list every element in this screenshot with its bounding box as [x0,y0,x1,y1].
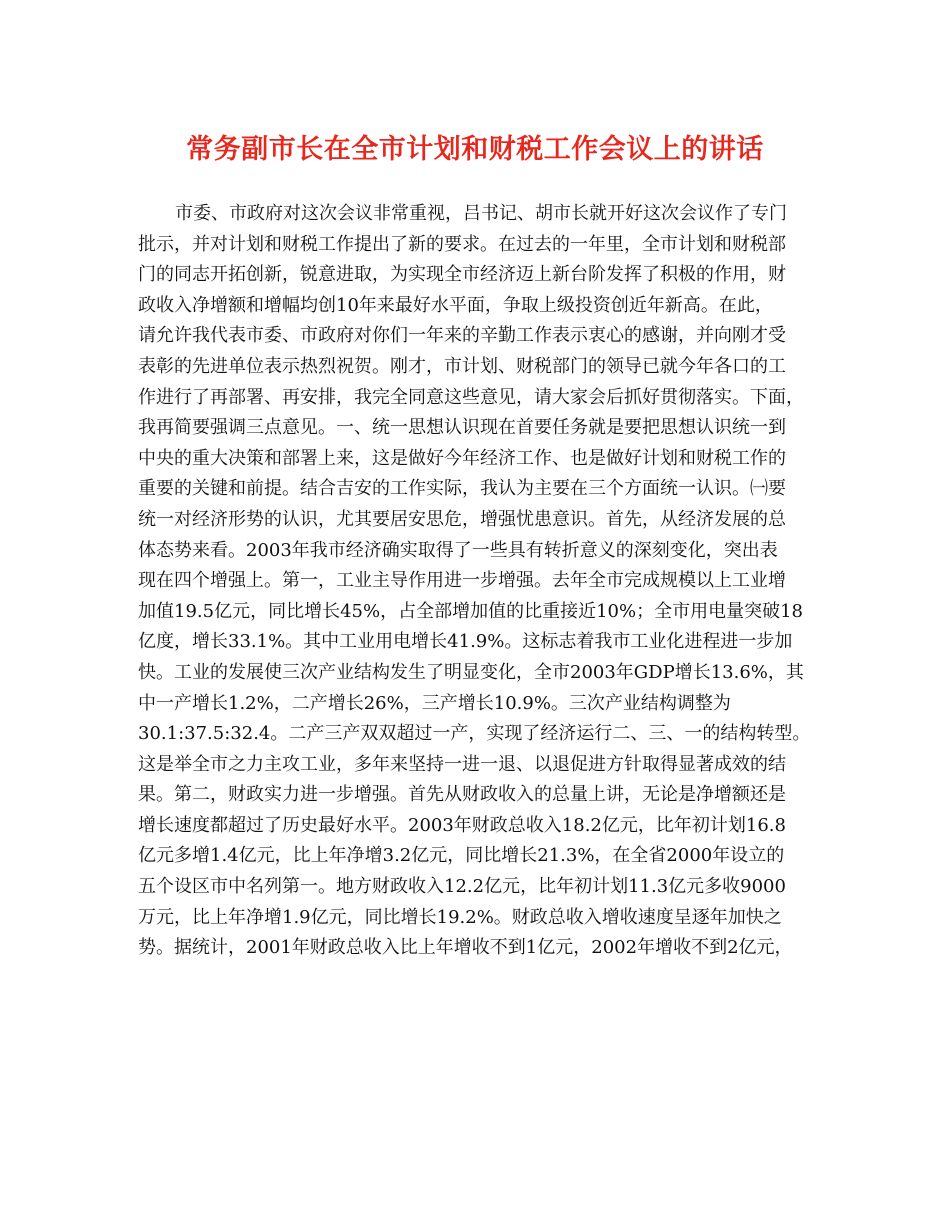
body-line: 五个设区市中名列第一。地方财政收入12.2亿元，比年初计划11.3亿元多收9000 [138,876,786,898]
body-line: 中一产增长1.2%，二产增长26%，三产增长10.9%。三次产业结构调整为 [138,692,731,714]
body-line: 亿元多增1.4亿元，比上年净增3.2亿元，同比增长21.3%，在全省2000年设立的 [138,845,785,867]
body-line: 批示，并对计划和财税工作提出了新的要求。在过去的一年里，全市计划和财税部 [138,233,786,255]
body-line: 万元，比上年净增1.9亿元，同比增长19.2%。财政总收入增收速度呈逐年加快之 [138,906,782,928]
body-line: 增长速度都超过了历史最好水平。2003年财政总收入18.2亿元，比年初计划16.8 [138,814,786,836]
document-title: 常务副市长在全市计划和财税工作会议上的讲话 [186,134,764,165]
body-line: 体态势来看。2003年我市经济确实取得了一些具有转折意义的深刻变化，突出表 [138,539,778,561]
body-line: 重要的关键和前提。结合吉安的工作实际，我认为主要在三个方面统一认识。㈠要 [138,478,786,500]
body-line: 我再简要强调三点意见。一、统一思想认识现在首要任务就是要把思想认识统一到 [138,417,786,439]
body-line: 现在四个增强上。第一，工业主导作用进一步增强。去年全市完成规模以上工业增 [138,570,786,592]
body-line: 请允许我代表市委、市政府对你们一年来的辛勤工作表示衷心的感谢，并向刚才受 [138,325,786,347]
body-line: 势。据统计，2001年财政总收入比上年增收不到1亿元，2002年增收不到2亿元， [138,937,793,959]
body-line: 表彰的先进单位表示热烈祝贺。刚才，市计划、财税部门的领导已就今年各口的工 [138,355,786,377]
body-line: 30.1:37.5:32.4。二产三产双双超过一产，实现了经济运行二、三、一的结构转型。 [138,723,811,745]
body-line: 果。第二，财政实力进一步增强。首先从财政收入的总量上讲，无论是净增额还是 [138,784,786,806]
body-line: 作进行了再部署、再安排，我完全同意这些意见，请大家会后抓好贯彻落实。下面， [138,386,804,408]
body-line: 门的同志开拓创新，锐意进取，为实现全市经济迈上新台阶发挥了积极的作用，财 [138,264,786,286]
document-body [138,199,818,964]
body-line: 这是举全市之力主攻工业，多年来坚持一进一退、以退促进方针取得显著成效的结 [138,753,786,775]
body-line: 统一对经济形势的认识，尤其要居安思危，增强忧患意识。首先，从经济发展的总 [138,508,786,530]
body-line: 市委、市政府对这次会议非常重视，吕书记、胡市长就开好这次会议作了专门 [175,203,787,224]
body-line: 政收入净增额和增幅均创10年来最好水平面，争取上级投资创近年新高。在此， [138,294,773,316]
body-line: 快。工业的发展使三次产业结构发生了明显变化，全市2003年GDP增长13.6%，其 [138,661,804,683]
body-line: 加值19.5亿元，同比增长45%，占全部增加值的比重接近10%；全市用电量突破18 [138,600,803,622]
body-line: 中央的重大决策和部署上来，这是做好今年经济工作、也是做好计划和财税工作的 [138,447,786,469]
body-line: 亿度，增长33.1%。其中工业用电增长41.9%。这标志着我市工业化进程进一步加 [138,631,793,653]
